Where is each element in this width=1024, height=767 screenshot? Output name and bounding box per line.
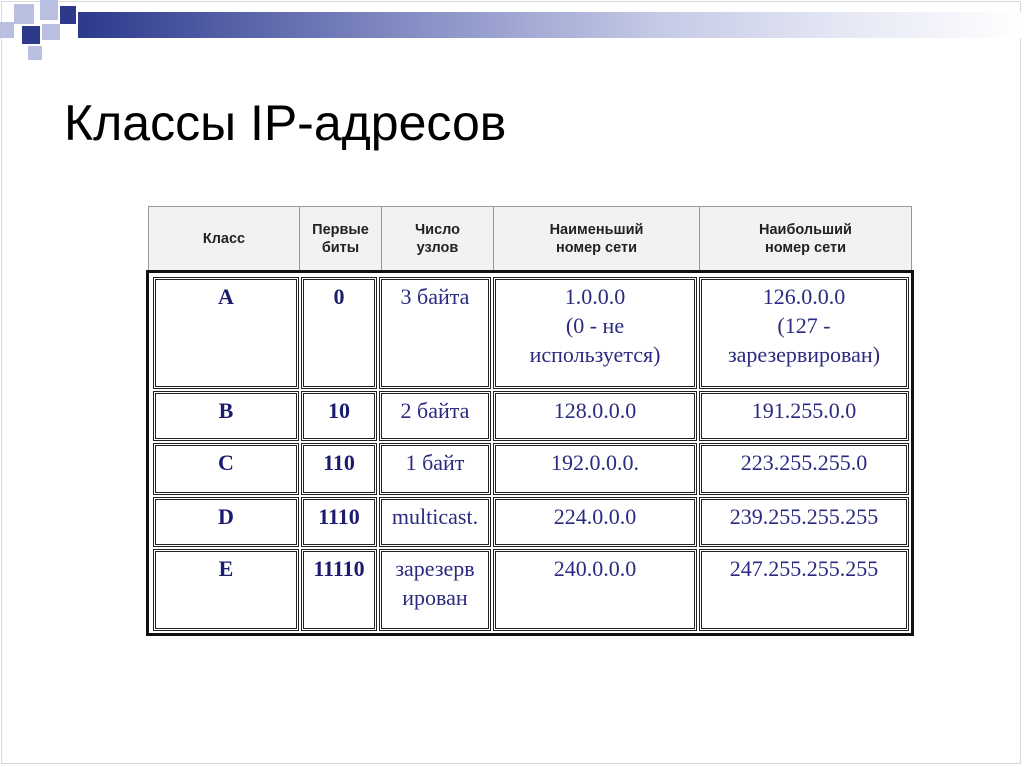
table-cell-max-network xyxy=(699,391,909,441)
deco-square-4 xyxy=(0,22,14,38)
cell-line: 1110 xyxy=(318,504,360,529)
cell-line: D xyxy=(218,504,234,529)
table-cell-hosts xyxy=(379,277,491,389)
cell-line: ирован xyxy=(402,585,468,610)
cell-line: 224.0.0.0 xyxy=(553,504,637,529)
header-line: Класс xyxy=(202,230,246,247)
table-cell-class xyxy=(153,391,299,441)
cell-line: B xyxy=(218,398,234,423)
cell-line: 10 xyxy=(328,398,350,423)
cell-line: зарезерв xyxy=(395,556,475,581)
deco-square-7 xyxy=(28,46,42,60)
page-title: Классы IP-адресов xyxy=(64,95,507,151)
table-cell-hosts xyxy=(379,391,491,441)
cell-line: 240.0.0.0 xyxy=(553,556,637,581)
header-gradient-bar xyxy=(78,12,1024,38)
table-cell-max-network xyxy=(699,549,909,631)
table-cell-min-network xyxy=(493,277,697,389)
cell-line: 3 байта xyxy=(400,284,470,309)
table-cell-bits xyxy=(301,549,377,631)
cell-line: используется) xyxy=(529,342,661,367)
table-cell-min-network xyxy=(493,549,697,631)
header-cell-hosts xyxy=(381,207,493,271)
cell-line: 11110 xyxy=(313,556,365,581)
deco-square-5 xyxy=(22,26,40,44)
header-line: номер сети xyxy=(555,240,638,256)
deco-square-2 xyxy=(40,0,58,20)
cell-line: 239.255.255.255 xyxy=(729,504,879,529)
deco-square-3 xyxy=(60,6,76,24)
cell-line: зарезервирован) xyxy=(727,342,881,367)
cell-line: 191.255.0.0 xyxy=(751,398,857,423)
cell-line: 128.0.0.0 xyxy=(553,398,637,423)
cell-line: C xyxy=(218,450,234,475)
header-line: номер сети xyxy=(764,240,847,256)
cell-line: 110 xyxy=(323,450,355,475)
table-cell-bits xyxy=(301,391,377,441)
table-cell-class xyxy=(153,443,299,495)
table-cell-hosts xyxy=(379,497,491,547)
cell-line: 2 байта xyxy=(400,398,470,423)
deco-square-1 xyxy=(14,4,34,24)
table-body xyxy=(146,270,914,636)
header-line: Первые xyxy=(312,221,369,238)
header-line: Наибольший xyxy=(759,221,852,238)
table-header xyxy=(148,206,912,271)
table-cell-hosts xyxy=(379,549,491,631)
cell-line: 1.0.0.0 xyxy=(564,284,626,309)
header-line: узлов xyxy=(416,240,459,256)
table-cell-min-network xyxy=(493,497,697,547)
cell-line: 223.255.255.0 xyxy=(740,450,868,475)
header-line: Число xyxy=(414,221,461,238)
cell-line: multicast. xyxy=(391,504,479,529)
cell-line: 1 байт xyxy=(405,450,465,475)
table-cell-class xyxy=(153,277,299,389)
table-cell-max-network xyxy=(699,497,909,547)
cell-line: (127 - xyxy=(777,313,831,338)
header-cell-class xyxy=(149,207,299,271)
table-cell-class xyxy=(153,497,299,547)
table-cell-max-network xyxy=(699,277,909,389)
cell-line: (0 - не xyxy=(565,313,625,338)
table-cell-bits xyxy=(301,497,377,547)
table-cell-max-network xyxy=(699,443,909,495)
cell-line: 192.0.0.0. xyxy=(551,450,639,475)
table-cell-bits xyxy=(301,443,377,495)
cell-line: A xyxy=(218,284,234,309)
header-line: биты xyxy=(321,240,360,256)
cell-line: 0 xyxy=(333,284,345,309)
header-cell-max-network xyxy=(699,207,911,271)
header-cell-first-bits xyxy=(299,207,381,271)
header-line: Наименьший xyxy=(549,221,644,238)
deco-square-6 xyxy=(42,24,60,40)
table-cell-min-network xyxy=(493,391,697,441)
cell-line: 126.0.0.0 xyxy=(762,284,846,309)
cell-line: 247.255.255.255 xyxy=(729,556,879,581)
table-cell-bits xyxy=(301,277,377,389)
header-cell-min-network xyxy=(493,207,699,271)
table-cell-min-network xyxy=(493,443,697,495)
cell-line: E xyxy=(218,556,234,581)
table-cell-class xyxy=(153,549,299,631)
table-cell-hosts xyxy=(379,443,491,495)
